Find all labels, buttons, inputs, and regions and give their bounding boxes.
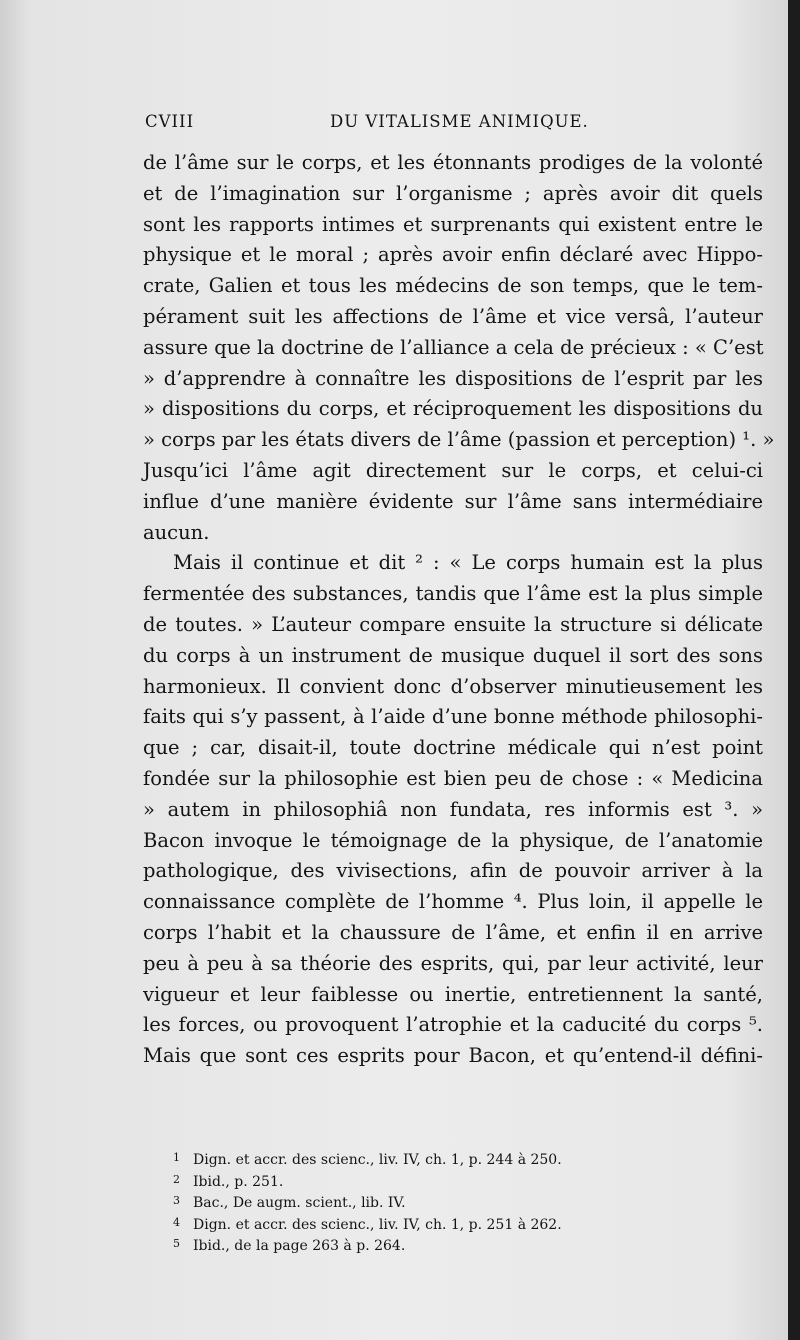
footnotes [173, 1147, 763, 1255]
footnote [173, 1169, 763, 1191]
text-line: vigueur et leur faiblesse ou inertie, entretiennent la santé, [143, 982, 763, 1006]
footnote [173, 1147, 763, 1169]
text-line: peu à peu à sa théorie des esprits, qui, par leur activité, leur [143, 951, 763, 975]
text-line: que ; car, disait-il, toute doctrine médicale qui n’est point [143, 736, 763, 760]
text-line: pérament suit les affections de l’âme et vice versâ, l’auteur [143, 304, 763, 328]
text-line: faits qui s’y passent, à l’aide d’une bonne méthode philosophi- [143, 705, 763, 729]
text-line: » dispositions du corps, et réciproquement les dispositions du [143, 397, 763, 421]
footnote-text: Ibid., p. 251. [193, 1173, 284, 1190]
text-line: Bacon invoque le témoignage de la physique, de l’anatomie [143, 828, 763, 852]
footnote-text: Ibid., de la page 263 à p. 264. [193, 1238, 406, 1254]
text-line: harmonieux. Il convient donc d’observer minutieusement les [143, 674, 763, 698]
footnote-text: Bac., De augm. scient., lib. IV. [193, 1195, 406, 1211]
text-line: aucun. [143, 520, 210, 544]
text-line: influe d’une manière évidente sur l’âme sans intermédiaire [143, 489, 763, 513]
text-line: physique et le moral ; après avoir enfin déclaré avec Hippo- [143, 243, 763, 267]
text-line: de l’âme sur le corps, et les étonnants prodiges de la volonté [143, 151, 763, 174]
footnote [173, 1212, 763, 1234]
text-line: assure que la doctrine de l’alliance a cela de précieux : « C’est [143, 335, 764, 359]
text-line: et de l’imagination sur l’organisme ; après avoir dit quels [143, 181, 763, 205]
page-number: CVIII [145, 112, 195, 131]
text-line: sont les rapports intimes et surprenants qui existent entre le [143, 212, 763, 236]
footnote [173, 1233, 763, 1255]
text-line: pathologique, des vivisections, afin de pouvoir arriver à la [143, 859, 763, 883]
page-header [145, 112, 765, 138]
footnote-text: Dign. et accr. des scienc., liv. IV, ch. 1, p. 251 à 262. [193, 1216, 562, 1233]
text-line: de toutes. » L’auteur compare ensuite la structure si délicate [143, 612, 763, 636]
footnote-mark: 5 [173, 1237, 180, 1250]
footnote [173, 1190, 763, 1212]
text-line: corps l’habit et la chaussure de l’âme, et enfin il en arrive [143, 920, 763, 944]
footnote-mark: 4 [173, 1215, 180, 1229]
body-text [143, 148, 775, 1072]
text-line: du corps à un instrument de musique duquel il sort des sons [143, 643, 763, 667]
text-line: crate, Galien et tous les médecins de son temps, que le tem- [143, 274, 763, 298]
footnote-text: Dign. et accr. des scienc., liv. IV, ch. 1, p. 244 à 250. [193, 1152, 562, 1168]
text-line: les forces, ou provoquent l’atrophie et la caducité du corps ⁵. [143, 1013, 763, 1037]
text-line: Jusqu’ici l’âme agit directement sur le corps, et celui-ci [143, 458, 763, 482]
footnote-mark: 1 [173, 1151, 180, 1164]
text-line: » corps par les états divers de l’âme (passion et perception) ¹. » [143, 428, 775, 452]
text-line: connaissance complète de l’homme ⁴. Plus loin, il appelle le [143, 890, 763, 914]
text-line: fermentée des substances, tandis que l’âme est la plus simple [143, 582, 763, 606]
text-line: » autem in philosophiâ non fundata, res informis est ³. » [143, 797, 763, 821]
running-title: DU VITALISME ANIMIQUE. [330, 112, 589, 131]
text-line: Mais que sont ces esprits pour Bacon, et qu’entend-il défini- [143, 1044, 763, 1068]
footnote-mark: 3 [173, 1194, 180, 1207]
text-line: fondée sur la philosophie est bien peu de chose : « Medicina [143, 766, 763, 790]
footnote-mark: 2 [173, 1172, 180, 1186]
text-line: Mais il continue et dit ² : « Le corps humain est la plus [173, 551, 763, 575]
text-line: » d’apprendre à connaître les dispositions de l’esprit par les [143, 366, 763, 390]
page-edge-shadow [788, 0, 800, 1340]
